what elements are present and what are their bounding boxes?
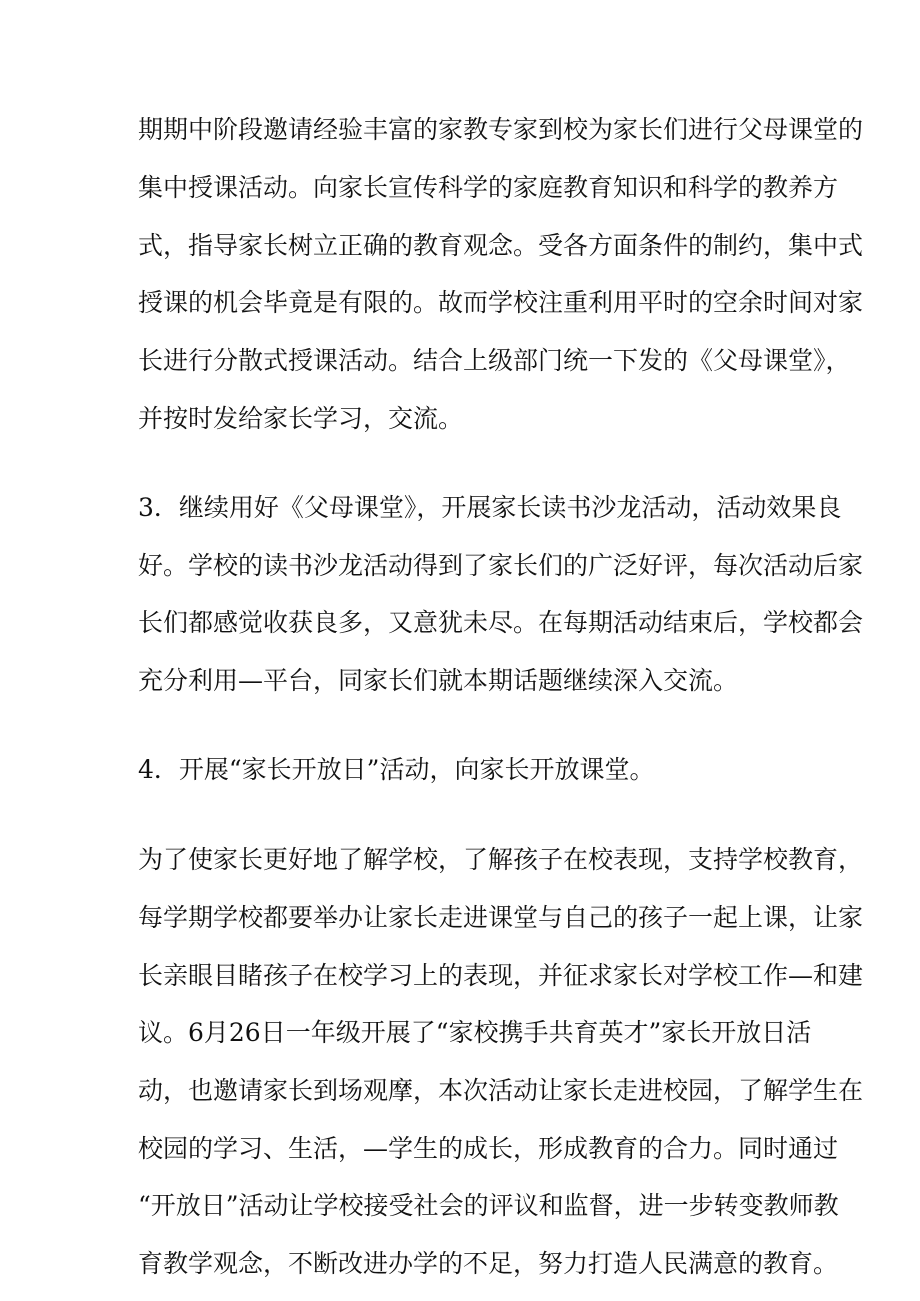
paragraph-1-line-2: 集中授课活动。向家长宣传科学的家庭教育知识和科学的教养方 (138, 173, 839, 202)
paragraph-2-line-3: 长们都感觉收获良多，又意犹未尽。在每期活动结束后，学校都会 (138, 608, 864, 637)
paragraph-4-line-3: 长亲眼目睹孩子在校学习上的表现，并征求家长对学校工作—和建 (138, 961, 864, 990)
paragraph-4-line-4: 议。6月26日一年级开展了“家校携手共育英才”家长开放日活 (138, 1018, 812, 1047)
paragraph-2-line-2: 好。学校的读书沙龙活动得到了家长们的广泛好评，每次活动后家 (138, 551, 864, 580)
paragraph-2-line-1: 3．继续用好《父母课堂》，开展家长读书沙龙活动，活动效果良 (138, 493, 842, 522)
paragraph-1-line-3: 式，指导家长树立正确的教育观念。受各方面条件的制约，集中式 (138, 231, 864, 260)
paragraph-1-line-4: 授课的机会毕竟是有限的。故而学校注重利用平时的空余时间对家 (138, 288, 864, 317)
paragraph-2-line-4: 充分利用—平台，同家长们就本期话题继续深入交流。 (138, 666, 739, 695)
paragraph-3-line-1: 4．开展“家长开放日”活动，向家长开放课堂。 (138, 755, 655, 784)
paragraph-4-line-6: 校园的学习、生活，—学生的成长，形成教育的合力。同时通过 (138, 1134, 839, 1163)
paragraph-1-line-5: 长进行分散式授课活动。结合上级部门统一下发的《父母课堂》， (138, 346, 851, 375)
paragraph-4-line-5: 动，也邀请家长到场观摩，本次活动让家长走进校园，了解学生在 (138, 1076, 864, 1105)
paragraph-4-line-8: 育教学观念，不断改进办学的不足，努力打造人民满意的教育。 (138, 1249, 839, 1278)
paragraph-1-line-6: 并按时发给家长学习，交流。 (138, 404, 464, 433)
paragraph-4-line-1: 为了使家长更好地了解学校，了解孩子在校表现，支持学校教育， (138, 845, 864, 874)
paragraph-4-line-7: “开放日”活动让学校接受社会的评议和监督，进一步转变教师教 (138, 1191, 839, 1220)
paragraph-4-line-2: 每学期学校都要举办让家长走进课堂与自己的孩子一起上课，让家 (138, 903, 864, 932)
paragraph-1-line-1: 期期中阶段邀请经验丰富的家教专家到校为家长们进行父母课堂的 (138, 115, 864, 144)
